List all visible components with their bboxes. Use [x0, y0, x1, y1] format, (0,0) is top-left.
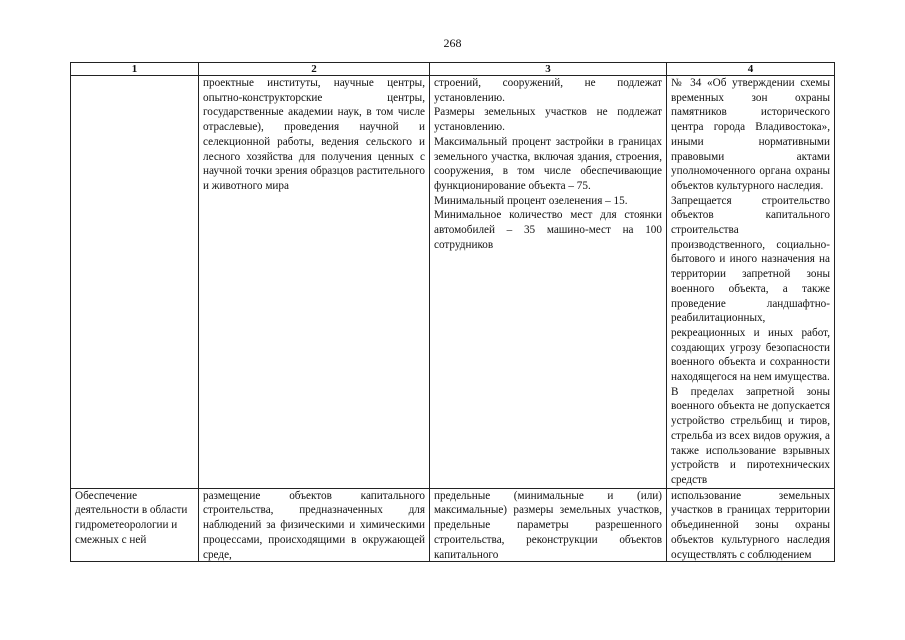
table-header-row — [71, 63, 835, 76]
column-header-2: 2 — [199, 63, 430, 76]
row2-col2-cell — [199, 488, 430, 561]
row1-col2-paragraph: проектные институты, научные центры, опытно-конструкторские центры, государственные академии наук, в том числе отраслевые), проведения научной и селекционной работы, ведения сельского и лесного хозяйства для получения ценных с научной точки зрения образцов растительного и животного мира — [203, 77, 425, 192]
row2-col4-cell — [667, 488, 835, 561]
table-row — [71, 488, 835, 561]
row1-col3-cell — [430, 76, 667, 489]
column-header-1: 1 — [71, 63, 199, 76]
row1-col2-cell — [199, 76, 430, 489]
row1-col4-paragraph-3: В пределах запретной зоны военного объекта не допускается устройство стрельбищ и тиров, стрельба из всех видов оружия, а также использование взрывных устройств и пиротехнических средств — [671, 385, 830, 486]
row2-col4-text: использование земельных участков в границах территории объединенной зоны охраны объектов культурного наследия осуществлять с соблюдением — [671, 489, 830, 561]
row1-col1-cell — [71, 76, 199, 489]
row1-col3-paragraph-3: Максимальный процент застройки в границах земельного участка, включая здания, строения, сооружения, в том числе обеспечивающие функционирование объекта – 75. — [434, 135, 662, 192]
row1-col3-paragraph-1: строений, сооружений, не подлежат установлению. — [434, 77, 662, 104]
row1-col4-cell — [667, 76, 835, 489]
row1-col4-paragraph-1: № 34 «Об утверждении схемы временных зон охраны памятников исторического центра города Владивостока», иными нормативными правовыми актами уполномоченного органа охраны объектов культурного наследия. — [671, 77, 830, 192]
page-number: 268 — [443, 36, 462, 50]
row2-col1-cell — [71, 488, 199, 561]
row1-col3-paragraph-2: Размеры земельных участков не подлежат установлению. — [434, 106, 662, 134]
row2-col2-text: размещение объектов капитального строительства, предназначенных для наблюдений за физическими и химическими процессами, происходящими в окружающей среде, — [203, 489, 425, 561]
regulation-table — [70, 62, 835, 562]
row2-col1-text: Обеспечение деятельности в области гидрометеорологии и смежных с ней — [75, 489, 188, 546]
table-row — [71, 76, 835, 489]
row1-col3-paragraph-4: Минимальный процент озеленения – 15. — [434, 194, 628, 207]
column-header-4: 4 — [667, 63, 835, 76]
row2-col3-cell — [430, 488, 667, 561]
row2-col3-text: предельные (минимальные и (или) максимальные) размеры земельных участков, предельные параметры разрешенного строительства, реконструкции объектов капитального — [434, 489, 662, 561]
row1-col4-paragraph-2: Запрещается строительство объектов капитального строительства производственного, социально-бытового и иного назначения на территории запретной зоны военного объекта, а также проведение ландшафтно-реабилитационных, рекреационных и иных работ, создающих угрозу безопасности военного объекта и сохранности находящегося на нем имущества. — [671, 194, 830, 384]
column-header-3: 3 — [430, 63, 667, 76]
row1-col3-paragraph-5: Минимальное количество мест для стоянки автомобилей – 35 машино-мест на 100 сотрудников — [434, 209, 662, 251]
